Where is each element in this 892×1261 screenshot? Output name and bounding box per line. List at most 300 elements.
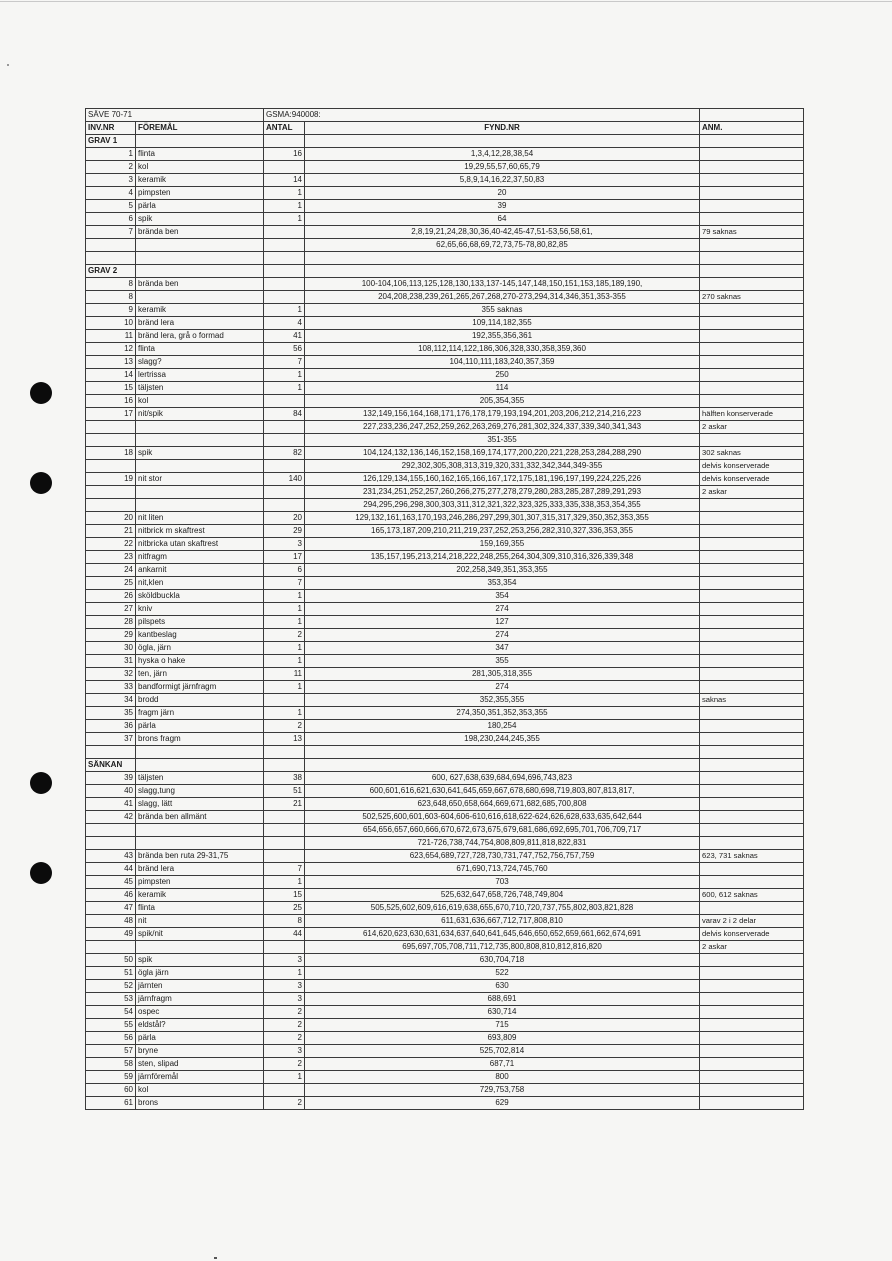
- count-cell: 38: [264, 772, 305, 785]
- table-row: [86, 577, 804, 590]
- table-row: [86, 395, 804, 408]
- inv-number-cell: 53: [86, 993, 136, 1006]
- finds-cell: [305, 746, 700, 759]
- item-cell: brända ben ruta 29-31,75: [136, 850, 264, 863]
- count-cell: 2: [264, 1097, 305, 1110]
- inventory-table: [85, 108, 804, 1110]
- count-cell: [264, 434, 305, 447]
- item-cell: nitbricka utan skaftrest: [136, 538, 264, 551]
- finds-cell: 525,702,814: [305, 1045, 700, 1058]
- column-header-finds: FYND.NR: [305, 122, 700, 135]
- count-cell: 2: [264, 1032, 305, 1045]
- finds-cell: 351-355: [305, 434, 700, 447]
- count-cell: 29: [264, 525, 305, 538]
- item-cell: slagg?: [136, 356, 264, 369]
- note-cell: [700, 512, 804, 525]
- table-row: [86, 447, 804, 460]
- item-cell: lertrissa: [136, 369, 264, 382]
- finds-cell: 126,129,134,155,160,162,165,166,167,172,175,181,196,197,199,224,225,226: [305, 473, 700, 486]
- count-cell: 17: [264, 551, 305, 564]
- item-cell: brons fragm: [136, 733, 264, 746]
- item-cell: kol: [136, 1084, 264, 1097]
- table-row: [86, 655, 804, 668]
- inv-number-cell: [86, 486, 136, 499]
- note-cell: 302 saknas: [700, 447, 804, 460]
- site-title: SÄVE 70-71: [86, 109, 264, 122]
- inv-number-cell: [86, 239, 136, 252]
- finds-cell: 600,601,616,621,630,641,645,659,667,678,680,698,719,803,807,813,817,: [305, 785, 700, 798]
- note-cell: saknas: [700, 694, 804, 707]
- inv-number-cell: 19: [86, 473, 136, 486]
- item-cell: nit,klen: [136, 577, 264, 590]
- finds-cell: 114: [305, 382, 700, 395]
- table-row: [86, 421, 804, 434]
- item-cell: pärla: [136, 1032, 264, 1045]
- item-cell: nit: [136, 915, 264, 928]
- inv-number-cell: 42: [86, 811, 136, 824]
- item-cell: [136, 824, 264, 837]
- table-row: [86, 733, 804, 746]
- table-row: [86, 1006, 804, 1019]
- note-cell: [700, 733, 804, 746]
- table-row: [86, 837, 804, 850]
- table-row: [86, 161, 804, 174]
- scan-speck: [7, 64, 9, 66]
- finds-cell: 104,110,111,183,240,357,359: [305, 356, 700, 369]
- finds-cell: 205,354,355: [305, 395, 700, 408]
- note-cell: [700, 148, 804, 161]
- punch-hole: [30, 862, 52, 884]
- inv-number-cell: 49: [86, 928, 136, 941]
- note-cell: 623, 731 saknas: [700, 850, 804, 863]
- inv-number-cell: 61: [86, 1097, 136, 1110]
- inv-number-cell: 17: [86, 408, 136, 421]
- table-row: [86, 629, 804, 642]
- item-cell: brodd: [136, 694, 264, 707]
- inv-number-cell: 34: [86, 694, 136, 707]
- note-cell: [700, 382, 804, 395]
- inv-number-cell: 9: [86, 304, 136, 317]
- inv-number-cell: 56: [86, 1032, 136, 1045]
- inv-number-cell: 25: [86, 577, 136, 590]
- finds-cell: 522: [305, 967, 700, 980]
- table-row: [86, 434, 804, 447]
- table-row: [86, 187, 804, 200]
- table-row: [86, 226, 804, 239]
- count-cell: 1: [264, 616, 305, 629]
- finds-cell: 62,65,66,68,69,72,73,75-78,80,82,85: [305, 239, 700, 252]
- count-cell: 56: [264, 343, 305, 356]
- count-cell: 1: [264, 876, 305, 889]
- note-cell: delvis konserverade: [700, 928, 804, 941]
- item-cell: nit stor: [136, 473, 264, 486]
- inv-number-cell: 46: [86, 889, 136, 902]
- table-row: [86, 551, 804, 564]
- inv-number-cell: [86, 837, 136, 850]
- note-cell: [700, 798, 804, 811]
- finds-cell: 64: [305, 213, 700, 226]
- note-cell: 270 saknas: [700, 291, 804, 304]
- finds-cell: 127: [305, 616, 700, 629]
- note-cell: delvis konserverade: [700, 460, 804, 473]
- finds-cell: 630,704,718: [305, 954, 700, 967]
- inv-number-cell: 30: [86, 642, 136, 655]
- finds-cell: 294,295,296,298,300,303,311,312,321,322,323,325,333,335,338,353,354,355: [305, 499, 700, 512]
- item-cell: [136, 460, 264, 473]
- inv-number-cell: 3: [86, 174, 136, 187]
- note-cell: [700, 135, 804, 148]
- note-cell: 2 askar: [700, 486, 804, 499]
- count-cell: 3: [264, 1045, 305, 1058]
- inv-number-cell: 36: [86, 720, 136, 733]
- count-cell: 13: [264, 733, 305, 746]
- item-cell: pärla: [136, 200, 264, 213]
- inv-number-cell: [86, 746, 136, 759]
- table-row: [86, 1032, 804, 1045]
- finds-cell: 353,354: [305, 577, 700, 590]
- table-row: [86, 525, 804, 538]
- note-cell: [700, 681, 804, 694]
- finds-cell: 800: [305, 1071, 700, 1084]
- note-cell: 2 askar: [700, 421, 804, 434]
- finds-cell: [305, 759, 700, 772]
- count-cell: [264, 746, 305, 759]
- count-cell: 7: [264, 577, 305, 590]
- inv-number-cell: 59: [86, 1071, 136, 1084]
- column-header-note: ANM.: [700, 122, 804, 135]
- count-cell: 1: [264, 200, 305, 213]
- inv-number-cell: [86, 460, 136, 473]
- table-row: [86, 746, 804, 759]
- inv-number-cell: 21: [86, 525, 136, 538]
- finds-cell: 180,254: [305, 720, 700, 733]
- count-cell: 1: [264, 603, 305, 616]
- inv-number-cell: 50: [86, 954, 136, 967]
- table-row: [86, 915, 804, 928]
- item-cell: brons: [136, 1097, 264, 1110]
- finds-cell: 227,233,236,247,252,259,262,263,269,276,281,302,324,337,339,340,341,343: [305, 421, 700, 434]
- note-cell: [700, 213, 804, 226]
- table-row: [86, 811, 804, 824]
- inv-number-cell: [86, 434, 136, 447]
- count-cell: 1: [264, 1071, 305, 1084]
- note-cell: [700, 785, 804, 798]
- item-cell: järnföremål: [136, 1071, 264, 1084]
- finds-cell: 703: [305, 876, 700, 889]
- inv-number-cell: 44: [86, 863, 136, 876]
- finds-cell: 100-104,106,113,125,128,130,133,137-145,147,148,150,151,153,185,189,190,: [305, 278, 700, 291]
- finds-cell: 250: [305, 369, 700, 382]
- table-row: [86, 148, 804, 161]
- count-cell: 25: [264, 902, 305, 915]
- finds-cell: 132,149,156,164,168,171,176,178,179,193,194,201,203,206,212,214,216,223: [305, 408, 700, 421]
- finds-cell: 104,124,132,136,146,152,158,169,174,177,200,220,221,228,253,284,288,290: [305, 447, 700, 460]
- table-row: [86, 954, 804, 967]
- section-heading: GRAV 1: [86, 135, 136, 148]
- finds-cell: 695,697,705,708,711,712,735,800,808,810,812,816,820: [305, 941, 700, 954]
- item-cell: keramik: [136, 889, 264, 902]
- count-cell: [264, 278, 305, 291]
- count-cell: [264, 226, 305, 239]
- note-cell: 600, 612 saknas: [700, 889, 804, 902]
- note-cell: [700, 499, 804, 512]
- item-cell: ankarnit: [136, 564, 264, 577]
- item-cell: [136, 759, 264, 772]
- inv-number-cell: 24: [86, 564, 136, 577]
- table-row: [86, 512, 804, 525]
- note-cell: [700, 1032, 804, 1045]
- finds-cell: 630,714: [305, 1006, 700, 1019]
- item-cell: [136, 434, 264, 447]
- finds-cell: 671,690,713,724,745,760: [305, 863, 700, 876]
- count-cell: 1: [264, 187, 305, 200]
- count-cell: [264, 486, 305, 499]
- note-cell: [700, 642, 804, 655]
- note-cell: [700, 759, 804, 772]
- count-cell: [264, 395, 305, 408]
- note-cell: [700, 525, 804, 538]
- museum-reference: GSMA:940008:: [264, 109, 700, 122]
- item-cell: spik/nit: [136, 928, 264, 941]
- inv-number-cell: 15: [86, 382, 136, 395]
- punch-hole: [30, 382, 52, 404]
- inv-number-cell: 29: [86, 629, 136, 642]
- table-row: [86, 200, 804, 213]
- finds-cell: 654,656,657,660,666,670,672,673,675,679,681,686,692,695,701,706,709,717: [305, 824, 700, 837]
- punch-hole: [30, 772, 52, 794]
- finds-cell: 693,809: [305, 1032, 700, 1045]
- table-row: [86, 1058, 804, 1071]
- table-row: [86, 486, 804, 499]
- note-cell: [700, 993, 804, 1006]
- item-cell: [136, 499, 264, 512]
- table-row: [86, 1084, 804, 1097]
- inv-number-cell: 54: [86, 1006, 136, 1019]
- note-cell: [700, 265, 804, 278]
- finds-cell: 629: [305, 1097, 700, 1110]
- item-cell: brända ben allmänt: [136, 811, 264, 824]
- inv-number-cell: [86, 252, 136, 265]
- inv-number-cell: 10: [86, 317, 136, 330]
- item-cell: flinta: [136, 902, 264, 915]
- inv-number-cell: 23: [86, 551, 136, 564]
- inv-number-cell: 7: [86, 226, 136, 239]
- count-cell: 8: [264, 915, 305, 928]
- note-cell: 2 askar: [700, 941, 804, 954]
- item-cell: keramik: [136, 304, 264, 317]
- inv-number-cell: 18: [86, 447, 136, 460]
- count-cell: 2: [264, 720, 305, 733]
- inv-number-cell: 37: [86, 733, 136, 746]
- inv-number-cell: 26: [86, 590, 136, 603]
- note-cell: [700, 837, 804, 850]
- finds-cell: 614,620,623,630,631,634,637,640,641,645,646,650,652,659,661,662,674,691: [305, 928, 700, 941]
- note-cell: [700, 668, 804, 681]
- count-cell: 41: [264, 330, 305, 343]
- note-cell: [700, 395, 804, 408]
- finds-cell: 165,173,187,209,210,211,219,237,252,253,256,282,310,327,336,353,355: [305, 525, 700, 538]
- count-cell: 1: [264, 304, 305, 317]
- count-cell: [264, 811, 305, 824]
- note-cell: [700, 772, 804, 785]
- note-cell: [700, 902, 804, 915]
- note-cell: [700, 1058, 804, 1071]
- table-row: [86, 850, 804, 863]
- item-cell: spik: [136, 954, 264, 967]
- note-cell: [700, 174, 804, 187]
- count-cell: [264, 291, 305, 304]
- column-header-inv: INV.NR: [86, 122, 136, 135]
- inv-number-cell: 31: [86, 655, 136, 668]
- count-cell: 82: [264, 447, 305, 460]
- inv-number-cell: 39: [86, 772, 136, 785]
- count-cell: 4: [264, 317, 305, 330]
- section-row: [86, 265, 804, 278]
- table-row: [86, 980, 804, 993]
- item-cell: brända ben: [136, 278, 264, 291]
- finds-cell: 2,8,19,21,24,28,30,36,40-42,45-47,51-53,56,58,61,: [305, 226, 700, 239]
- count-cell: [264, 161, 305, 174]
- section-row: [86, 135, 804, 148]
- inv-number-cell: 14: [86, 369, 136, 382]
- inv-number-cell: 57: [86, 1045, 136, 1058]
- note-cell: [700, 954, 804, 967]
- finds-cell: 630: [305, 980, 700, 993]
- table-row: [86, 824, 804, 837]
- inv-number-cell: 33: [86, 681, 136, 694]
- inv-number-cell: 22: [86, 538, 136, 551]
- note-cell: [700, 551, 804, 564]
- table-row: [86, 720, 804, 733]
- inv-number-cell: 60: [86, 1084, 136, 1097]
- count-cell: [264, 694, 305, 707]
- note-cell: [700, 655, 804, 668]
- note-cell: [700, 590, 804, 603]
- table-row: [86, 408, 804, 421]
- item-cell: [136, 239, 264, 252]
- item-cell: bränd lera: [136, 863, 264, 876]
- count-cell: 2: [264, 1006, 305, 1019]
- count-cell: [264, 135, 305, 148]
- table-row: [86, 317, 804, 330]
- finds-cell: 129,132,161,163,170,193,246,286,297,299,301,307,315,317,329,350,352,353,355: [305, 512, 700, 525]
- table-row: [86, 798, 804, 811]
- finds-cell: 1,3,4,12,28,38,54: [305, 148, 700, 161]
- inv-number-cell: 5: [86, 200, 136, 213]
- count-cell: 140: [264, 473, 305, 486]
- count-cell: [264, 837, 305, 850]
- finds-cell: 347: [305, 642, 700, 655]
- finds-cell: 600, 627,638,639,684,694,696,743,823: [305, 772, 700, 785]
- section-row: [86, 759, 804, 772]
- count-cell: [264, 499, 305, 512]
- count-cell: [264, 421, 305, 434]
- item-cell: [136, 941, 264, 954]
- finds-cell: 525,632,647,658,726,748,749,804: [305, 889, 700, 902]
- count-cell: 3: [264, 980, 305, 993]
- finds-cell: 5,8,9,14,16,22,37,50,83: [305, 174, 700, 187]
- note-cell: [700, 330, 804, 343]
- column-header-count: ANTAL: [264, 122, 305, 135]
- table-row: [86, 694, 804, 707]
- item-cell: pimpsten: [136, 876, 264, 889]
- item-cell: nitfragm: [136, 551, 264, 564]
- count-cell: 3: [264, 954, 305, 967]
- inv-number-cell: 2: [86, 161, 136, 174]
- table-row: [86, 590, 804, 603]
- item-cell: slagg,tung: [136, 785, 264, 798]
- finds-cell: 231,234,251,252,257,260,266,275,277,278,279,280,283,285,287,289,291,293: [305, 486, 700, 499]
- table-row: [86, 304, 804, 317]
- finds-cell: 159,169,355: [305, 538, 700, 551]
- finds-cell: 623,654,689,727,728,730,731,747,752,756,757,759: [305, 850, 700, 863]
- note-cell: [700, 720, 804, 733]
- inv-number-cell: 58: [86, 1058, 136, 1071]
- table-row: [86, 1071, 804, 1084]
- count-cell: 20: [264, 512, 305, 525]
- note-cell: [700, 707, 804, 720]
- count-cell: 1: [264, 369, 305, 382]
- finds-cell: [305, 135, 700, 148]
- item-cell: kantbeslag: [136, 629, 264, 642]
- title-row: [86, 109, 804, 122]
- item-cell: täljsten: [136, 772, 264, 785]
- table-row: [86, 174, 804, 187]
- item-cell: hyska o hake: [136, 655, 264, 668]
- note-cell: [700, 876, 804, 889]
- inv-number-cell: [86, 824, 136, 837]
- item-cell: nit liten: [136, 512, 264, 525]
- section-heading: SÄNKAN: [86, 759, 136, 772]
- header-row: [86, 122, 804, 135]
- inv-number-cell: 35: [86, 707, 136, 720]
- scan-speck: [214, 1257, 217, 1259]
- inv-number-cell: 28: [86, 616, 136, 629]
- item-cell: kol: [136, 161, 264, 174]
- finds-cell: 502,525,600,601,603-604,606-610,616,618,622-624,626,628,633,635,642,644: [305, 811, 700, 824]
- count-cell: 2: [264, 1058, 305, 1071]
- inv-number-cell: 20: [86, 512, 136, 525]
- item-cell: kol: [136, 395, 264, 408]
- inv-number-cell: 12: [86, 343, 136, 356]
- table-row: [86, 967, 804, 980]
- item-cell: [136, 486, 264, 499]
- count-cell: 1: [264, 967, 305, 980]
- inv-number-cell: 55: [86, 1019, 136, 1032]
- section-heading: GRAV 2: [86, 265, 136, 278]
- count-cell: [264, 1084, 305, 1097]
- table-row: [86, 993, 804, 1006]
- item-cell: flinta: [136, 148, 264, 161]
- finds-cell: 274: [305, 681, 700, 694]
- item-cell: ospec: [136, 1006, 264, 1019]
- count-cell: [264, 759, 305, 772]
- scan-edge-line: [0, 1, 892, 2]
- finds-cell: 352,355,355: [305, 694, 700, 707]
- count-cell: 1: [264, 655, 305, 668]
- table-row: [86, 642, 804, 655]
- table-row: [86, 382, 804, 395]
- finds-cell: 623,648,650,658,664,669,671,682,685,700,808: [305, 798, 700, 811]
- table-row: [86, 252, 804, 265]
- note-cell: [700, 1019, 804, 1032]
- inv-number-cell: 43: [86, 850, 136, 863]
- table-row: [86, 278, 804, 291]
- note-cell: [700, 824, 804, 837]
- finds-cell: 274: [305, 629, 700, 642]
- table-row: [86, 460, 804, 473]
- item-cell: ögla järn: [136, 967, 264, 980]
